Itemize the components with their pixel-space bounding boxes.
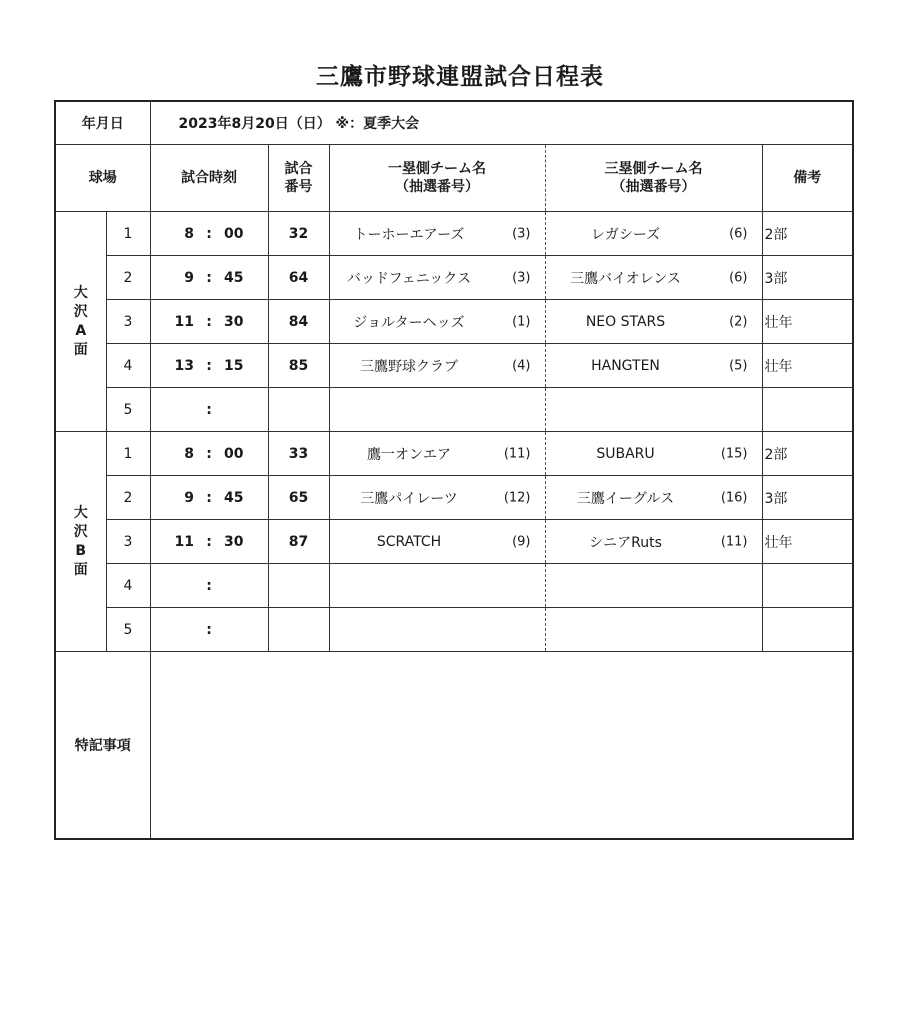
third-base-team [545, 564, 762, 608]
third-base-team-name: レガシーズ [590, 226, 661, 243]
game-time-hour: 11 [174, 313, 194, 330]
game-remarks: 壮年 [762, 300, 853, 344]
game-time [150, 300, 268, 344]
game-slot: 1 [106, 432, 150, 476]
schedule-table [54, 100, 854, 840]
third-base-team-name: SUBARU [596, 445, 655, 462]
game-time-minute: 30 [224, 533, 244, 550]
header-game-number [268, 145, 329, 212]
game-remarks: 2部 [762, 432, 853, 476]
game-number [268, 388, 329, 432]
notes-row [55, 652, 853, 840]
first-base-team [329, 388, 545, 432]
first-base-team-name: SCRATCH [376, 533, 442, 550]
game-time [150, 476, 268, 520]
game-slot: 4 [106, 564, 150, 608]
game-time-minute: 00 [224, 225, 244, 242]
third-base-draw-number: (6) [729, 226, 748, 241]
game-number: 85 [268, 344, 329, 388]
game-number [268, 608, 329, 652]
third-base-team [545, 476, 762, 520]
third-base-team [545, 256, 762, 300]
first-base-team [329, 476, 545, 520]
game-row [55, 344, 853, 388]
game-remarks: 3部 [762, 256, 853, 300]
game-time-hour: 8 [184, 445, 194, 462]
notes-content [150, 652, 853, 840]
game-time-separator: : [206, 401, 212, 418]
game-time-separator: : [206, 621, 212, 638]
game-time-separator: : [206, 269, 212, 286]
game-time-separator: : [206, 533, 212, 550]
third-base-draw-number: (16) [720, 490, 748, 505]
first-base-team-name: 三鷹野球クラブ [360, 358, 458, 375]
game-number: 33 [268, 432, 329, 476]
third-base-team-name: 三鷹イーグルス [576, 490, 675, 507]
game-remarks: 2部 [762, 212, 853, 256]
third-base-team [545, 300, 762, 344]
game-remarks [762, 388, 853, 432]
game-time [150, 388, 268, 432]
first-base-draw-number: (11) [503, 446, 531, 461]
third-base-draw-number: (15) [720, 446, 748, 461]
header-first-base-line1: 一塁側チーム名 [388, 161, 486, 177]
first-base-team [329, 256, 545, 300]
first-base-team-name: ジョルターヘッズ [353, 314, 465, 331]
game-remarks: 壮年 [762, 344, 853, 388]
header-third-base-line1: 三塁側チーム名 [604, 161, 703, 177]
game-time-minute: 45 [224, 269, 244, 286]
game-remarks [762, 564, 853, 608]
field-name: 大 沢 A 面 [55, 212, 106, 432]
game-row [55, 608, 853, 652]
third-base-team [545, 520, 762, 564]
game-remarks [762, 608, 853, 652]
third-base-draw-number: (6) [729, 270, 748, 285]
game-time-hour: 9 [184, 489, 194, 506]
game-time-hour: 9 [184, 269, 194, 286]
third-base-draw-number: (11) [720, 534, 748, 549]
header-first-base-team [329, 145, 545, 212]
game-slot: 1 [106, 212, 150, 256]
game-time-separator: : [206, 489, 212, 506]
game-time-minute: 30 [224, 313, 244, 330]
first-base-team-name: トーホーエアーズ [353, 226, 465, 243]
first-base-team [329, 520, 545, 564]
first-base-draw-number: (3) [512, 226, 531, 241]
third-base-team [545, 388, 762, 432]
header-row [55, 145, 853, 212]
first-base-draw-number: (4) [512, 358, 531, 373]
first-base-team [329, 432, 545, 476]
game-slot: 3 [106, 520, 150, 564]
first-base-team [329, 344, 545, 388]
third-base-team [545, 432, 762, 476]
game-row [55, 300, 853, 344]
game-time-separator: : [206, 313, 212, 330]
game-number: 65 [268, 476, 329, 520]
game-number: 32 [268, 212, 329, 256]
game-time-hour: 11 [174, 533, 194, 550]
field-name: 大 沢 B 面 [55, 432, 106, 652]
header-game-number-line1: 試合 [284, 161, 313, 177]
first-base-team-name: 三鷹パイレーツ [360, 490, 458, 507]
game-time-separator: : [206, 445, 212, 462]
first-base-draw-number: (3) [512, 270, 531, 285]
game-time-hour: 8 [184, 225, 194, 242]
game-row [55, 476, 853, 520]
game-slot: 4 [106, 344, 150, 388]
game-time [150, 520, 268, 564]
game-time-separator: : [206, 357, 212, 374]
header-first-base-line2: （抽選番号） [395, 179, 479, 195]
third-base-team-name: 三鷹バイオレンス [570, 270, 681, 287]
game-time [150, 344, 268, 388]
third-base-draw-number: (2) [729, 314, 748, 329]
game-time-hour: 13 [174, 357, 194, 374]
game-slot: 2 [106, 476, 150, 520]
document-title: 三鷹市野球連盟試合日程表 [316, 64, 604, 90]
first-base-draw-number: (9) [512, 534, 531, 549]
first-base-draw-number: (1) [512, 314, 531, 329]
game-number: 84 [268, 300, 329, 344]
header-field: 球場 [55, 145, 150, 212]
game-row [55, 432, 853, 476]
header-time: 試合時刻 [150, 145, 268, 212]
game-number: 64 [268, 256, 329, 300]
game-row [55, 212, 853, 256]
first-base-team [329, 564, 545, 608]
first-base-team [329, 212, 545, 256]
third-base-team [545, 608, 762, 652]
game-slot: 5 [106, 608, 150, 652]
third-base-team-name: NEO STARS [585, 313, 666, 330]
game-time-minute: 45 [224, 489, 244, 506]
game-slot: 2 [106, 256, 150, 300]
game-time-separator: : [206, 577, 212, 594]
game-row [55, 564, 853, 608]
game-time-separator: : [206, 225, 212, 242]
game-time [150, 564, 268, 608]
notes-label: 特記事項 [55, 652, 150, 840]
third-base-team [545, 212, 762, 256]
game-row [55, 520, 853, 564]
date-row [55, 101, 853, 145]
game-time [150, 256, 268, 300]
header-remarks: 備考 [762, 145, 853, 212]
date-label: 年月日 [55, 101, 150, 145]
game-number: 87 [268, 520, 329, 564]
first-base-team [329, 300, 545, 344]
first-base-team-name: 鷹一オンエア [367, 446, 451, 463]
game-time [150, 608, 268, 652]
header-game-number-line2: 番号 [284, 179, 313, 195]
game-remarks: 3部 [762, 476, 853, 520]
game-number [268, 564, 329, 608]
third-base-draw-number: (5) [729, 358, 748, 373]
game-row [55, 256, 853, 300]
first-base-team [329, 608, 545, 652]
date-value: 2023年8月20日（日） ※：夏季大会 [150, 101, 853, 145]
header-third-base-team [545, 145, 762, 212]
game-row [55, 388, 853, 432]
game-slot: 3 [106, 300, 150, 344]
game-slot: 5 [106, 388, 150, 432]
game-time [150, 432, 268, 476]
first-base-draw-number: (12) [503, 490, 531, 505]
third-base-team [545, 344, 762, 388]
game-time [150, 212, 268, 256]
game-remarks: 壮年 [762, 520, 853, 564]
third-base-team-name: HANGTEN [591, 357, 660, 374]
game-time-minute: 00 [224, 445, 244, 462]
game-time-minute: 15 [224, 357, 244, 374]
first-base-team-name: バッドフェニックス [346, 270, 472, 287]
third-base-team-name: シニアRuts [589, 534, 662, 551]
header-third-base-line2: （抽選番号） [611, 179, 696, 195]
